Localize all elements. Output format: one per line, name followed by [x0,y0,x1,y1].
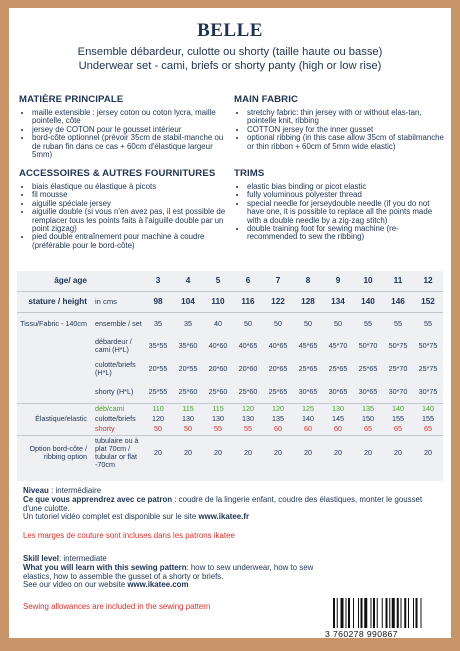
row-sublabel: ensemble / set [95,318,142,328]
stature-cell: 98 [143,292,173,313]
table-cell: 20*65 [268,364,288,374]
age-row [17,271,443,292]
row-sublabel: débardeur / cami (H*L) [95,337,132,354]
table-cell: 155 [422,413,434,423]
table-row [17,358,443,381]
list-item: • aiguille double (si vous n'en avez pas, il est possible de remplacer tous les points faits à l'aiguille double par un point zigzag) [32,208,231,233]
table-cell: 25*65 [358,364,378,374]
stature-cell: 134 [323,292,353,313]
table-cell: 130 [242,413,254,423]
stature-unit: in cms [91,292,143,313]
table-cell: 20*55 [178,364,198,374]
table-row [17,335,443,358]
row-sublabel: déb/cami [95,403,125,413]
table-cell: 130 [212,413,224,423]
section-list [19,109,231,159]
table-cell: 25*55 [143,381,173,404]
list-item: • COTTON jersey for the inner gusset [247,126,446,134]
table-cell: 65 [353,424,383,436]
table-cell: 50*75 [418,341,438,351]
table-row [17,436,443,470]
stature-cell: 140 [353,292,383,313]
table-cell: 50*75 [388,341,408,351]
table-cell: 50 [143,424,173,436]
table-cell: 50*70 [358,341,378,351]
age-cell: 7 [263,271,293,292]
table-cell: 25*65 [298,364,318,374]
table-cell: 140 [422,403,434,413]
table-cell: 55 [394,318,402,328]
elastic-label: Élastique/elastic [35,413,87,423]
table-cell: 145 [332,413,344,423]
notes-english [23,555,323,590]
table-cell: 25*65 [328,364,348,374]
table-cell: 25*70 [388,364,408,374]
table-cell: 110 [152,403,164,413]
age-cell: 8 [293,271,323,292]
level-line-en: Skill level: intermediate [23,554,107,563]
table-cell: 120 [242,403,254,413]
table-cell: 140 [302,413,314,423]
table-cell: 20 [274,447,282,457]
list-item: • fil mousse [32,191,231,199]
table-cell: 120 [272,403,284,413]
table-row [17,414,443,424]
age-cell: 12 [413,271,443,292]
table-row [17,313,443,335]
section-accessories-fr [19,168,231,250]
website-link-fr[interactable]: www.ikatee.fr [198,512,250,522]
table-cell: 20 [244,447,252,457]
list-item: • optional ribbing (in this case allow 35cm of stabilmanche or thin ribbon + 60cm of 5mm wide elastic) [247,134,446,151]
table-cell: 20 [364,447,372,457]
table-cell: 40 [214,318,222,328]
table-cell: 30*70 [383,381,413,404]
age-cell: 11 [383,271,413,292]
table-cell: 20 [304,447,312,457]
subtitle-english: Underwear set - cami, briefs or shorty panty (high or low rise) [78,60,382,72]
table-cell: 40*65 [238,341,258,351]
table-cell: 25*75 [418,364,438,374]
list-item: • elastic bias binding or picot elastic [247,183,446,191]
age-cell: 10 [353,271,383,292]
size-chart [17,271,443,481]
table-cell: 25*60 [233,381,263,404]
list-item: • stretchy fabric: thin jersey with or without elas-tan, pointelle knit, ribbing [247,109,446,126]
table-row [17,404,443,414]
table-cell: 115 [182,403,194,413]
table-cell: 20*60 [238,364,258,374]
video-line-fr: Un tutoriel vidéo complet est disponible sur le site www.ikatee.fr [23,512,250,522]
table-cell: 150 [362,413,374,423]
table-row [17,381,443,404]
table-cell: 45*70 [328,341,348,351]
stature-cell: 122 [263,292,293,313]
age-cell: 5 [203,271,233,292]
level-line-fr: Niveau : intermédiaire [23,486,102,495]
table-cell: 30*65 [353,381,383,404]
table-cell: 35 [154,318,162,328]
table-cell: 65 [383,424,413,436]
pattern-back-card [9,8,451,638]
table-cell: 65 [413,424,443,436]
age-cell: 4 [173,271,203,292]
learn-line-en: What you will learn with this sewing pattern: how to sew underwear, how to sew elastics, how to assemble the gusset of a shorty or briefs. [23,562,314,581]
table-cell: 20 [184,447,192,457]
size-table [17,271,443,470]
video-line-en: See our video on our website www.ikatee.com [23,580,189,590]
section-heading: MATIÈRE PRINCIPALE [19,94,124,105]
notes-french [23,487,443,522]
table-cell: 60 [293,424,323,436]
table-cell: 135 [362,403,374,413]
stature-cell: 146 [383,292,413,313]
list-item: • special needle for jerseydouble needle (if you do not have one, it is possible to replace all the points made with a double needle by a zig-zag stitch) [247,200,446,225]
age-cell: 9 [323,271,353,292]
section-heading: MAIN FABRIC [234,94,298,105]
age-cell: 3 [143,271,173,292]
table-row [17,424,443,436]
row-sublabel: shorty [91,424,143,436]
list-item: • bord-côte optionnel (prévoir 35cm de stabil-manche ou de ruban fin dans ce cas + 60cm d'élastique largeur 5mm) [32,134,231,159]
table-cell: 55 [364,318,372,328]
table-cell: 25*60 [203,381,233,404]
section-main-fabric-en [234,94,446,151]
section-heading: ACCESSOIRES & AUTRES FOURNITURES [19,168,216,179]
table-cell: 125 [302,403,314,413]
section-list [234,109,446,151]
row-sublabel: tubulaire ou à plat 70cm / tubular or flat -70cm [95,436,139,469]
table-cell: 120 [152,413,164,423]
list-item: • biais élastique ou élastique à picots [32,183,231,191]
table-cell: 30*75 [413,381,443,404]
table-cell: 20 [424,447,432,457]
table-cell: 20 [154,447,162,457]
table-cell: 30*65 [293,381,323,404]
section-main-fabric-fr [19,94,231,159]
website-link-en[interactable]: www.ikatee.com [127,580,189,590]
list-item: • double training foot for sewing machine (re-recommended to sew the ribbing) [247,225,446,242]
table-cell: 130 [332,403,344,413]
option-label: Option bord-côte / ribbing option [29,443,87,461]
section-list [19,183,231,250]
table-cell: 25*65 [263,381,293,404]
barcode-icon [331,598,443,632]
row-sublabel: shorty (H*L) [91,381,143,404]
table-cell: 50 [304,318,312,328]
table-cell: 115 [212,403,224,413]
table-cell: 25*60 [173,381,203,404]
table-cell: 35 [184,318,192,328]
table-cell: 55 [203,424,233,436]
table-cell: 35*55 [148,341,168,351]
section-list [234,183,446,242]
row-sublabel: culotte/briefs [95,413,136,423]
table-cell: 35*60 [178,341,198,351]
stature-cell: 110 [203,292,233,313]
table-cell: 50 [274,318,282,328]
list-item: • jersey de COTON pour le gousset intérieur [32,126,231,134]
stature-cell: 152 [413,292,443,313]
table-cell: 45*65 [298,341,318,351]
section-trims-en [234,168,446,242]
list-item: • pied double entraînement pour machine à coudre (préférable pour le bord-côte) [32,233,231,250]
subtitle-french: Ensemble débardeur, culotte ou shorty (taille haute ou basse) [77,46,383,58]
table-cell: 135 [272,413,284,423]
table-cell: 60 [263,424,293,436]
list-item: • aiguille spéciale jersey [32,200,231,208]
allowance-note-fr: Les marges de couture sont incluses dans les patrons ikatee [23,531,235,540]
table-cell: 140 [392,403,404,413]
section-heading: TRIMS [234,168,265,179]
table-cell: 20*55 [148,364,168,374]
table-cell: 55 [424,318,432,328]
stature-cell: 104 [173,292,203,313]
list-item: • fully voluminous polyester thread [247,191,446,199]
table-cell: 20*60 [208,364,228,374]
stature-label: stature / height [17,292,91,313]
table-cell: 60 [323,424,353,436]
table-cell: 40*65 [268,341,288,351]
table-cell: 20 [334,447,342,457]
barcode-number: 3 760278 990867 [325,629,398,638]
stature-cell: 116 [233,292,263,313]
stature-row [17,292,443,313]
table-cell: 40*60 [208,341,228,351]
pattern-title: BELLE [197,20,263,41]
table-cell: 20 [394,447,402,457]
table-cell: 30*65 [323,381,353,404]
table-cell: 50 [244,318,252,328]
table-cell: 155 [392,413,404,423]
table-cell: 20 [214,447,222,457]
stature-cell: 128 [293,292,323,313]
table-cell: 50 [173,424,203,436]
table-cell: 130 [182,413,194,423]
fabric-label: Tissu/Fabric - 140cm [20,318,87,328]
table-cell: 55 [233,424,263,436]
row-sublabel: culotte/briefs (H*L) [95,360,136,377]
learn-line-fr: Ce que vous apprendrez avec ce patron : coudre de la lingerie enfant, coudre des élastiques, monter le gousset d'une culotte. [23,494,423,513]
allowance-note-en: Sewing allowances are included in the sewing pattern [23,602,211,611]
age-label: âge/ age [17,271,91,292]
table-cell: 50 [334,318,342,328]
age-cell: 6 [233,271,263,292]
list-item: • maille extensible : jersey coton ou coton lycra, maille pointelle, côte [32,109,231,126]
